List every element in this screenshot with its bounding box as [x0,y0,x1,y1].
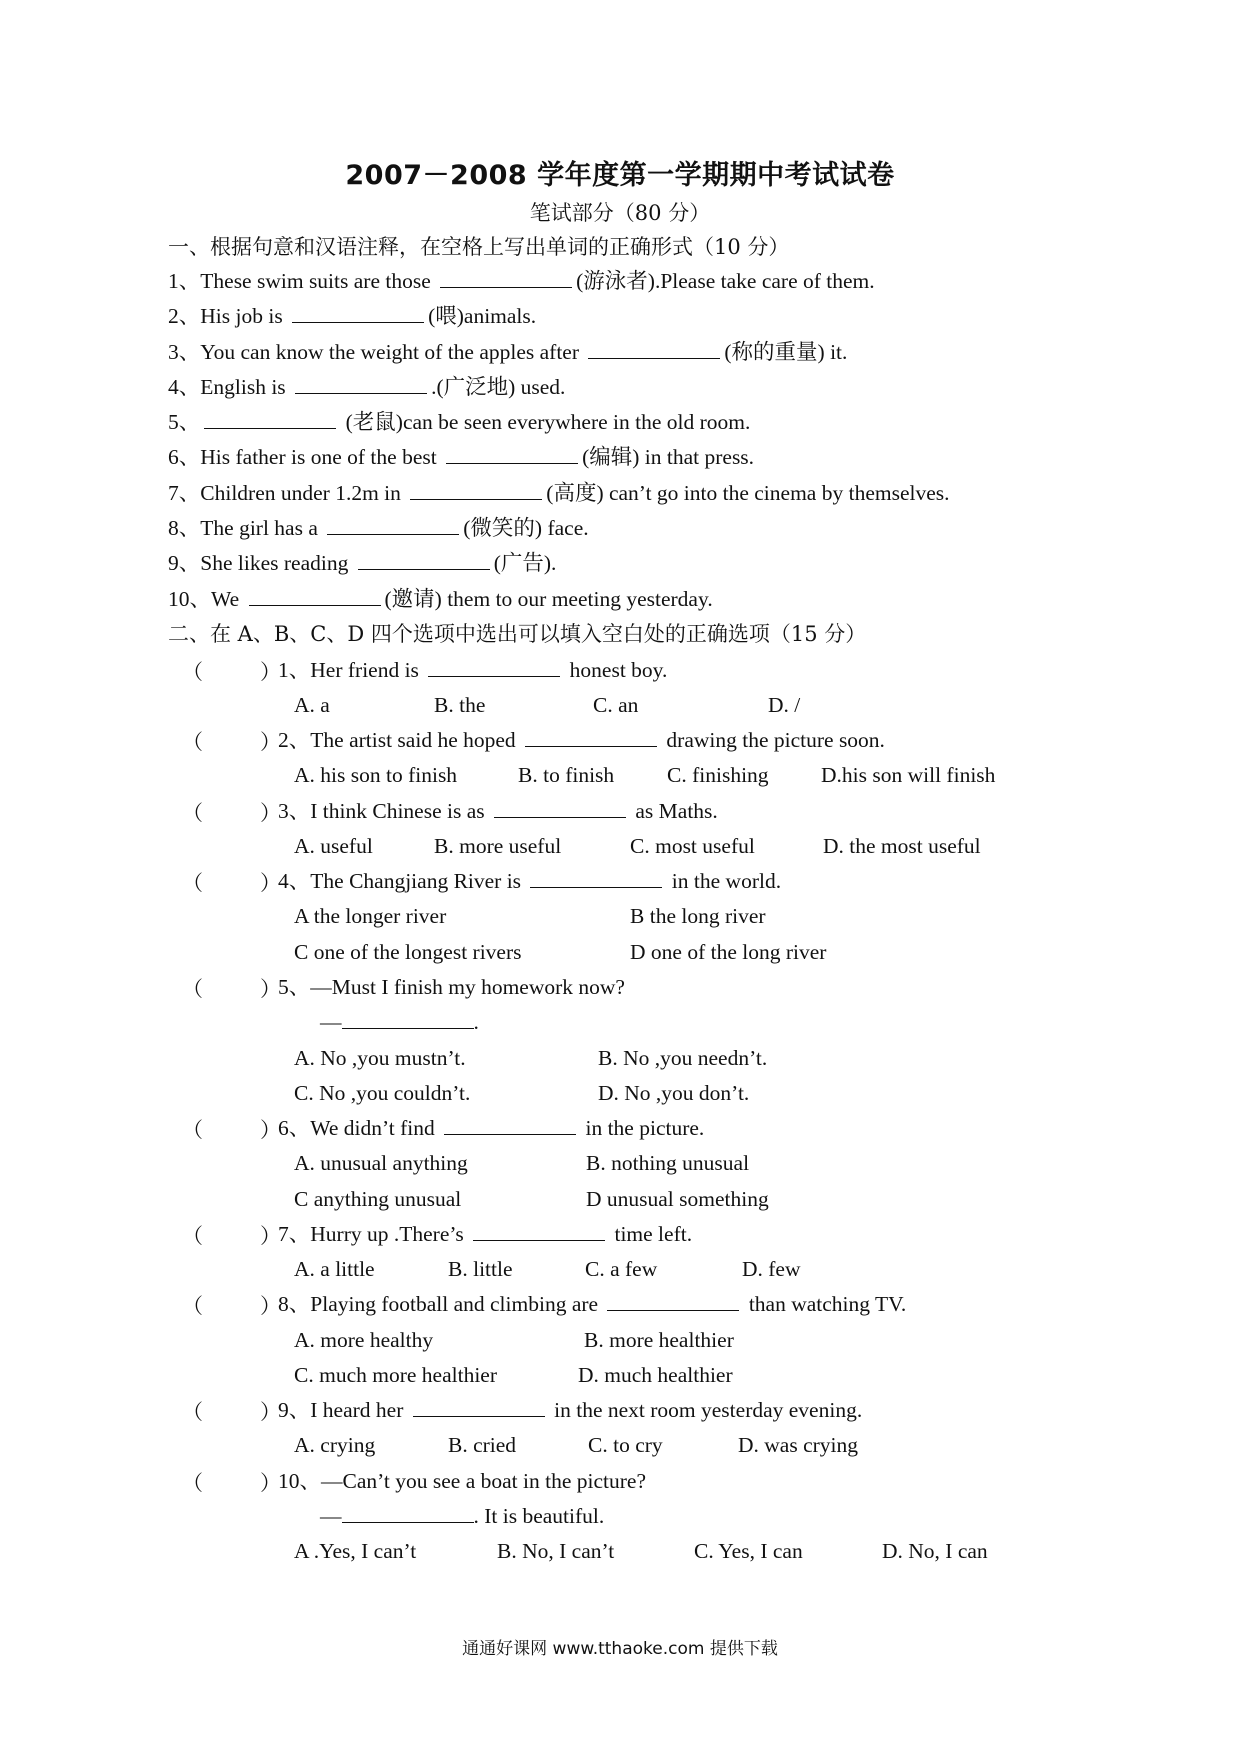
option-d: D. much healthier [578,1363,733,1387]
answer-blank [444,1114,576,1135]
option-a: A. more healthy [294,1328,434,1352]
mc-question: 2、The artist said he hoped drawing the picture soon. [278,728,885,752]
option-c: C. an [593,693,639,717]
answer-blank[interactable] [588,338,720,359]
page-subtitle: 笔试部分（80 分） [529,201,711,225]
answer-blank [413,1396,545,1417]
option-a: A .Yes, I can’t [294,1539,417,1563]
option-b: B. more healthier [584,1328,734,1352]
option-c: C anything unusual [294,1187,462,1211]
answer-blank [473,1220,605,1241]
option-b: B. to finish [518,763,615,787]
answer-line: — . [320,1010,479,1034]
answer-blank[interactable] [410,479,542,500]
answer-paren[interactable]: （ ） [182,1400,281,1424]
page-footer: 通通好课网 www.tthaoke.com 提供下载 [462,1639,778,1659]
answer-blank [494,797,626,818]
option-c: C. finishing [667,763,769,787]
option-d: D.his son will finish [821,763,996,787]
option-c: C. No ,you couldn’t. [294,1081,471,1105]
mc-question: 10、—Can’t you see a boat in the picture? [278,1469,647,1493]
answer-line: — . It is beautiful. [320,1504,605,1528]
mc-question: 4、The Changjiang River is in the world. [278,869,782,893]
option-c: C. to cry [588,1433,663,1457]
answer-blank [342,1502,474,1523]
answer-paren[interactable]: （ ） [182,730,281,754]
option-d: D one of the long river [630,940,827,964]
answer-blank [607,1290,739,1311]
fill-item: 2、His job is (喂)animals. [168,304,537,328]
mc-question: 8、Playing football and climbing are than watching TV. [278,1292,907,1316]
answer-blank [428,656,560,677]
option-a: A. a little [294,1257,375,1281]
answer-blank [530,867,662,888]
answer-blank[interactable] [327,514,459,535]
option-a: A. crying [294,1433,376,1457]
option-d: D. / [768,693,801,717]
answer-paren[interactable]: （ ） [182,660,281,684]
option-c: C. most useful [630,834,755,858]
answer-blank [342,1008,474,1029]
mc-question: 3、I think Chinese is as as Maths. [278,799,718,823]
option-c: C one of the longest rivers [294,940,522,964]
fill-item: 6、His father is one of the best (编辑) in that press. [168,445,755,469]
answer-blank[interactable] [446,443,578,464]
answer-paren[interactable]: （ ） [182,1224,281,1248]
option-c: C. a few [585,1257,658,1281]
answer-paren[interactable]: （ ） [182,1471,281,1495]
option-d: D. was crying [738,1433,859,1457]
mc-question: 1、Her friend is honest boy. [278,658,668,682]
answer-paren[interactable]: （ ） [182,871,281,895]
option-a: A the longer river [294,904,447,928]
answer-blank [525,726,657,747]
option-b: B. more useful [434,834,562,858]
mc-question: 9、I heard her in the next room yesterday evening. [278,1398,863,1422]
option-c: C. much more healthier [294,1363,497,1387]
option-b: B. nothing unusual [586,1151,750,1175]
option-d: D. the most useful [823,834,981,858]
fill-item: 1、These swim suits are those (游泳者).Please take care of them. [168,269,875,293]
option-b: B. No ,you needn’t. [598,1046,768,1070]
option-d: D unusual something [586,1187,769,1211]
fill-item: 7、Children under 1.2m in (高度) can’t go into the cinema by themselves. [168,481,950,505]
answer-paren[interactable]: （ ） [182,977,281,1001]
option-c: C. Yes, I can [694,1539,803,1563]
answer-blank[interactable] [358,549,490,570]
fill-item: 5、 (老鼠)can be seen everywhere in the old room. [168,410,751,434]
option-a: A. useful [294,834,373,858]
option-b: B. cried [448,1433,517,1457]
option-a: A. No ,you mustn’t. [294,1046,466,1070]
option-d: D. No ,you don’t. [598,1081,750,1105]
fill-item: 10、We (邀请) them to our meeting yesterday. [168,587,713,611]
answer-paren[interactable]: （ ） [182,1118,281,1142]
answer-blank[interactable] [292,302,424,323]
fill-item: 4、English is .(广泛地) used. [168,375,566,399]
option-d: D. few [742,1257,801,1281]
page-title: 2007－2008 学年度第一学期期中考试试卷 [345,160,895,191]
answer-blank[interactable] [440,267,572,288]
section-heading-part2: 二、在 A、B、C、D 四个选项中选出可以填入空白处的正确选项（15 分） [168,622,867,646]
answer-blank[interactable] [249,585,381,606]
option-b: B the long river [630,904,766,928]
option-b: B. the [434,693,486,717]
answer-blank[interactable] [204,408,336,429]
mc-question: 5、—Must I finish my homework now? [278,975,625,999]
option-b: B. No, I can’t [497,1539,615,1563]
answer-paren[interactable]: （ ） [182,1294,281,1318]
option-a: A. his son to finish [294,763,458,787]
answer-blank[interactable] [295,373,427,394]
section-heading-part1: 一、根据句意和汉语注释，在空格上写出单词的正确形式（10 分） [168,235,790,259]
option-d: D. No, I can [882,1539,988,1563]
fill-item: 8、The girl has a (微笑的) face. [168,516,589,540]
fill-item: 9、She likes reading (广告). [168,551,557,575]
option-b: B. little [448,1257,513,1281]
mc-question: 7、Hurry up .There’s time left. [278,1222,693,1246]
mc-question: 6、We didn’t find in the picture. [278,1116,705,1140]
answer-paren[interactable]: （ ） [182,801,281,825]
fill-item: 3、You can know the weight of the apples after (称的重量) it. [168,340,848,364]
option-a: A. a [294,693,330,717]
option-a: A. unusual anything [294,1151,468,1175]
